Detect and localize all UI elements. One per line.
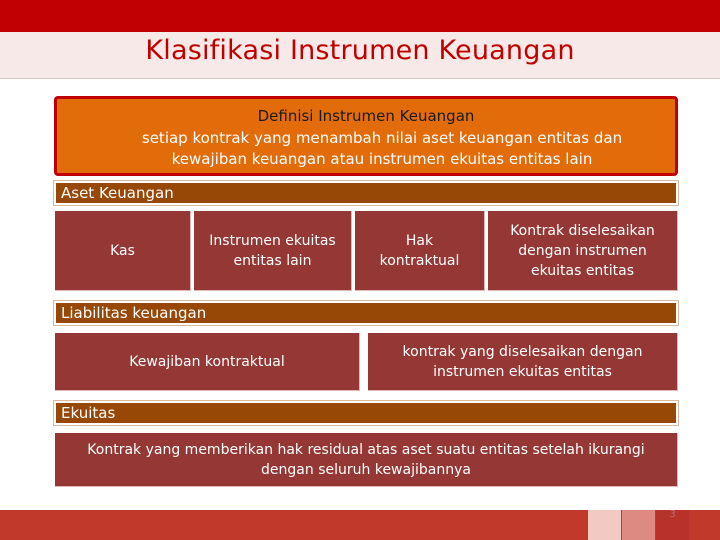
definition-title: Definisi Instrumen Keuangan xyxy=(257,107,475,125)
aset-card-hak-kontraktual: Hak kontraktual xyxy=(355,211,485,291)
ekuitas-header: Ekuitas xyxy=(54,401,678,425)
liabilitas-card-kontrak: kontrak yang diselesaikan dengan instrumen ekuitas entitas xyxy=(368,333,678,391)
aset-card-instrumen-ekuitas: Instrumen ekuitas entitas lain xyxy=(194,211,352,291)
aset-card-kas: Kas xyxy=(55,211,191,291)
liabilitas-keuangan-header: Liabilitas keuangan xyxy=(54,301,678,325)
footer-square-light xyxy=(588,510,621,540)
definition-text xyxy=(127,128,637,170)
liabilitas-card-kewajiban: Kewajiban kontraktual xyxy=(55,333,360,391)
footer-square-mid xyxy=(622,510,655,540)
page-number: 3 xyxy=(669,509,676,520)
definition-box xyxy=(54,96,678,176)
aset-card-kontrak-diselesaikan: Kontrak diselesaikan dengan instrumen ekuitas entitas xyxy=(488,211,678,291)
definition-line-1: setiap kontrak yang menambah nilai aset keuangan entitas dan xyxy=(141,129,623,147)
slide-title: Klasifikasi Instrumen Keuangan xyxy=(145,35,575,66)
top-accent-bar xyxy=(0,0,720,32)
ekuitas-card: Kontrak yang memberikan hak residual atas aset suatu entitas setelah ikurangi dengan seluruh kewajibannya xyxy=(55,433,678,487)
aset-keuangan-header: Aset Keuangan xyxy=(54,181,678,205)
definition-line-2: kewajiban keuangan atau instrumen ekuitas entitas lain xyxy=(171,150,593,168)
